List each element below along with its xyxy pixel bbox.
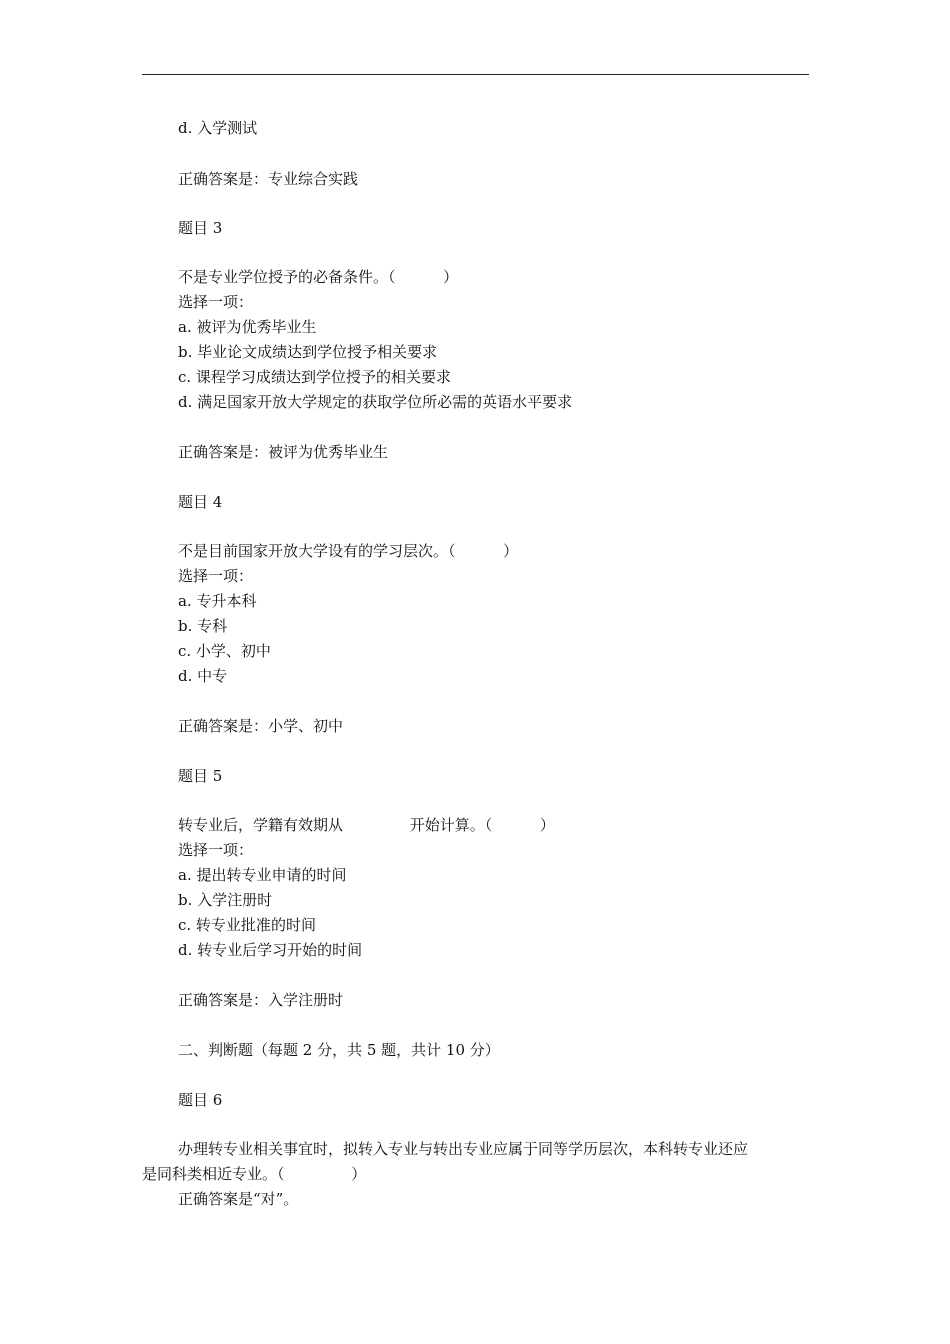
q6-answer: 正确答案是“对”。 <box>178 1190 299 1208</box>
q5-option-b: b. 入学注册时 <box>178 891 273 909</box>
q5-stem: 转专业后，学籍有效期从 开始计算。（ ） <box>178 816 555 834</box>
q4-option-c: c. 小学、初中 <box>178 642 271 660</box>
q3-title: 题目 3 <box>178 219 223 237</box>
q4-prompt: 选择一项： <box>178 567 254 585</box>
q6-stem-line2: 是同科类相近专业。（ ） <box>142 1165 367 1183</box>
q4-title: 题目 4 <box>178 493 223 511</box>
q3-option-a: a. 被评为优秀毕业生 <box>178 318 317 336</box>
q5-title: 题目 5 <box>178 767 223 785</box>
q3-prompt: 选择一项： <box>178 293 254 311</box>
q6-stem-line1: 办理转专业相关事宜时，拟转入专业与转出专业应属于同等学历层次，本科转专业还应 <box>178 1140 749 1158</box>
q4-option-a: a. 专升本科 <box>178 592 257 610</box>
q5-answer: 正确答案是：入学注册时 <box>178 991 344 1009</box>
q4-stem: 不是目前国家开放大学设有的学习层次。（ ） <box>178 542 519 560</box>
section-heading-true-false: 二、判断题（每题 2 分，共 5 题，共计 10 分） <box>178 1041 500 1059</box>
q3-option-b: b. 毕业论文成绩达到学位授予相关要求 <box>178 343 438 361</box>
q5-option-d: d. 转专业后学习开始的时间 <box>178 941 363 959</box>
q4-option-d: d. 中专 <box>178 667 228 685</box>
header-rule <box>142 74 809 75</box>
q3-stem: 不是专业学位授予的必备条件。（ ） <box>178 268 459 286</box>
q6-title: 题目 6 <box>178 1091 223 1109</box>
q5-prompt: 选择一项： <box>178 841 254 859</box>
q4-option-b: b. 专科 <box>178 617 228 635</box>
q3-answer: 正确答案是：被评为优秀毕业生 <box>178 443 389 461</box>
prev-answer: 正确答案是：专业综合实践 <box>178 170 359 188</box>
q3-option-c: c. 课程学习成绩达到学位授予的相关要求 <box>178 368 451 386</box>
q3-option-d: d. 满足国家开放大学规定的获取学位所必需的英语水平要求 <box>178 393 573 411</box>
q5-option-c: c. 转专业批准的时间 <box>178 916 316 934</box>
prev-option-d: d. 入学测试 <box>178 119 258 137</box>
q4-answer: 正确答案是：小学、初中 <box>178 717 344 735</box>
q5-option-a: a. 提出转专业申请的时间 <box>178 866 347 884</box>
